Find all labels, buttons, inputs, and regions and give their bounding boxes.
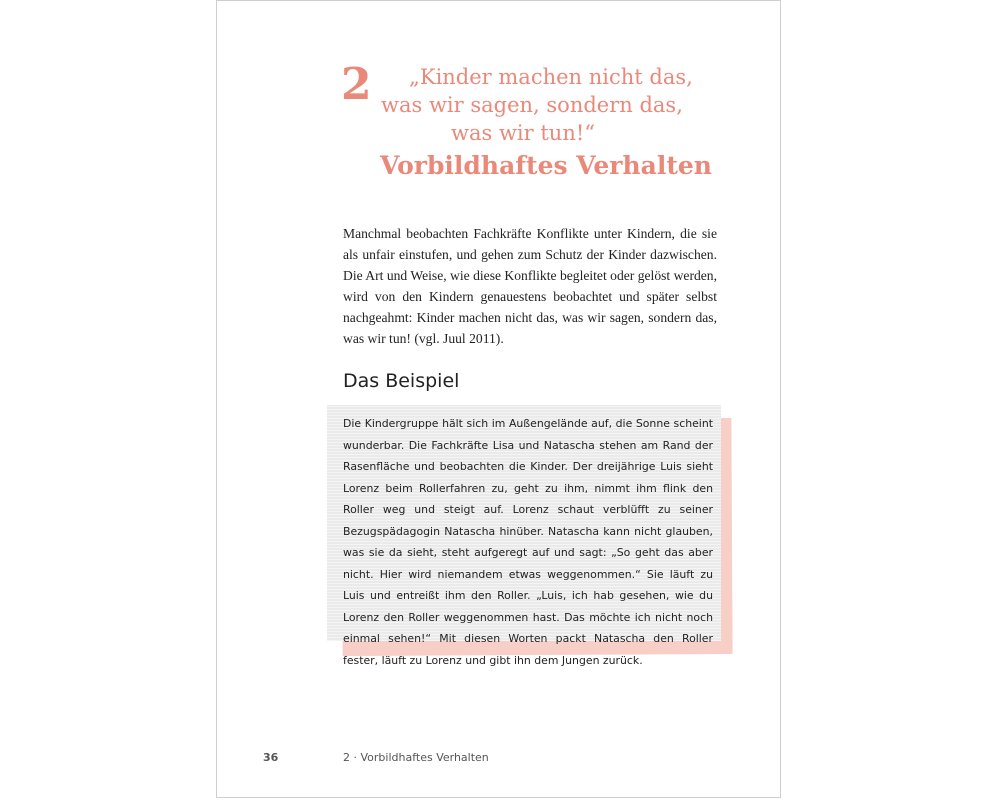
page-number: 36 <box>263 751 279 764</box>
quote-line: was wir tun!“ <box>451 121 596 145</box>
quote-line: „Kinder machen nicht das, <box>409 65 693 89</box>
example-text: Die Kindergruppe hält sich im Außengelände auf, die Sonne scheint wunderbar. Die Fachkräfte Lisa und Natascha stehen am Rand der Rasenfläche und beobachten die Kinder. Der dreijährige Luis sieht Lorenz beim Rollerfahren zu, geht zu ihm, nimmt ihm flink den Roller weg und steigt auf. Lorenz schaut verblüfft zu seiner Bezugspädagogin Natascha hinüber. Natascha kann nicht glauben, was sie da sieht, steht aufgeregt auf und sagt: „So geht das aber nicht. Hier wird niemandem etwas weggenommen.“ Sie läuft zu Luis und entreißt ihm den Roller. „Luis, ich hab gesehen, wie du Lorenz den Roller weggenommen hast. Das möchte ich nicht noch einmal sehen!“ Mit diesen Worten packt Natascha den Roller fester, läuft zu Lorenz und gibt ihn dem Jungen zurück. <box>343 417 713 667</box>
chapter-number: 2 <box>341 59 372 110</box>
intro-paragraph: Manchmal beobachten Fachkräfte Konflikte unter Kindern, die sie als unfair einstufen, und gehen zum Schutz der Kinder dazwischen. Die Art und Weise, wie diese Konflikte begleitet oder gelöst werden, wird von den Kindern genauestens beobachtet und später selbst nachgeahmt: Kinder machen nicht das, was wir sagen, sondern das, was wir tun! (vgl. Juul 2011). <box>343 226 717 346</box>
book-page <box>216 0 781 798</box>
example-box <box>327 405 721 667</box>
chapter-quote <box>377 63 707 147</box>
section-heading: Das Beispiel <box>343 370 460 392</box>
quote-line: was wir sagen, sondern das, <box>381 93 683 117</box>
chapter-title: Vorbildhaftes Verhalten <box>380 151 712 180</box>
running-head: 2 · Vorbildhaftes Verhalten <box>343 751 489 764</box>
